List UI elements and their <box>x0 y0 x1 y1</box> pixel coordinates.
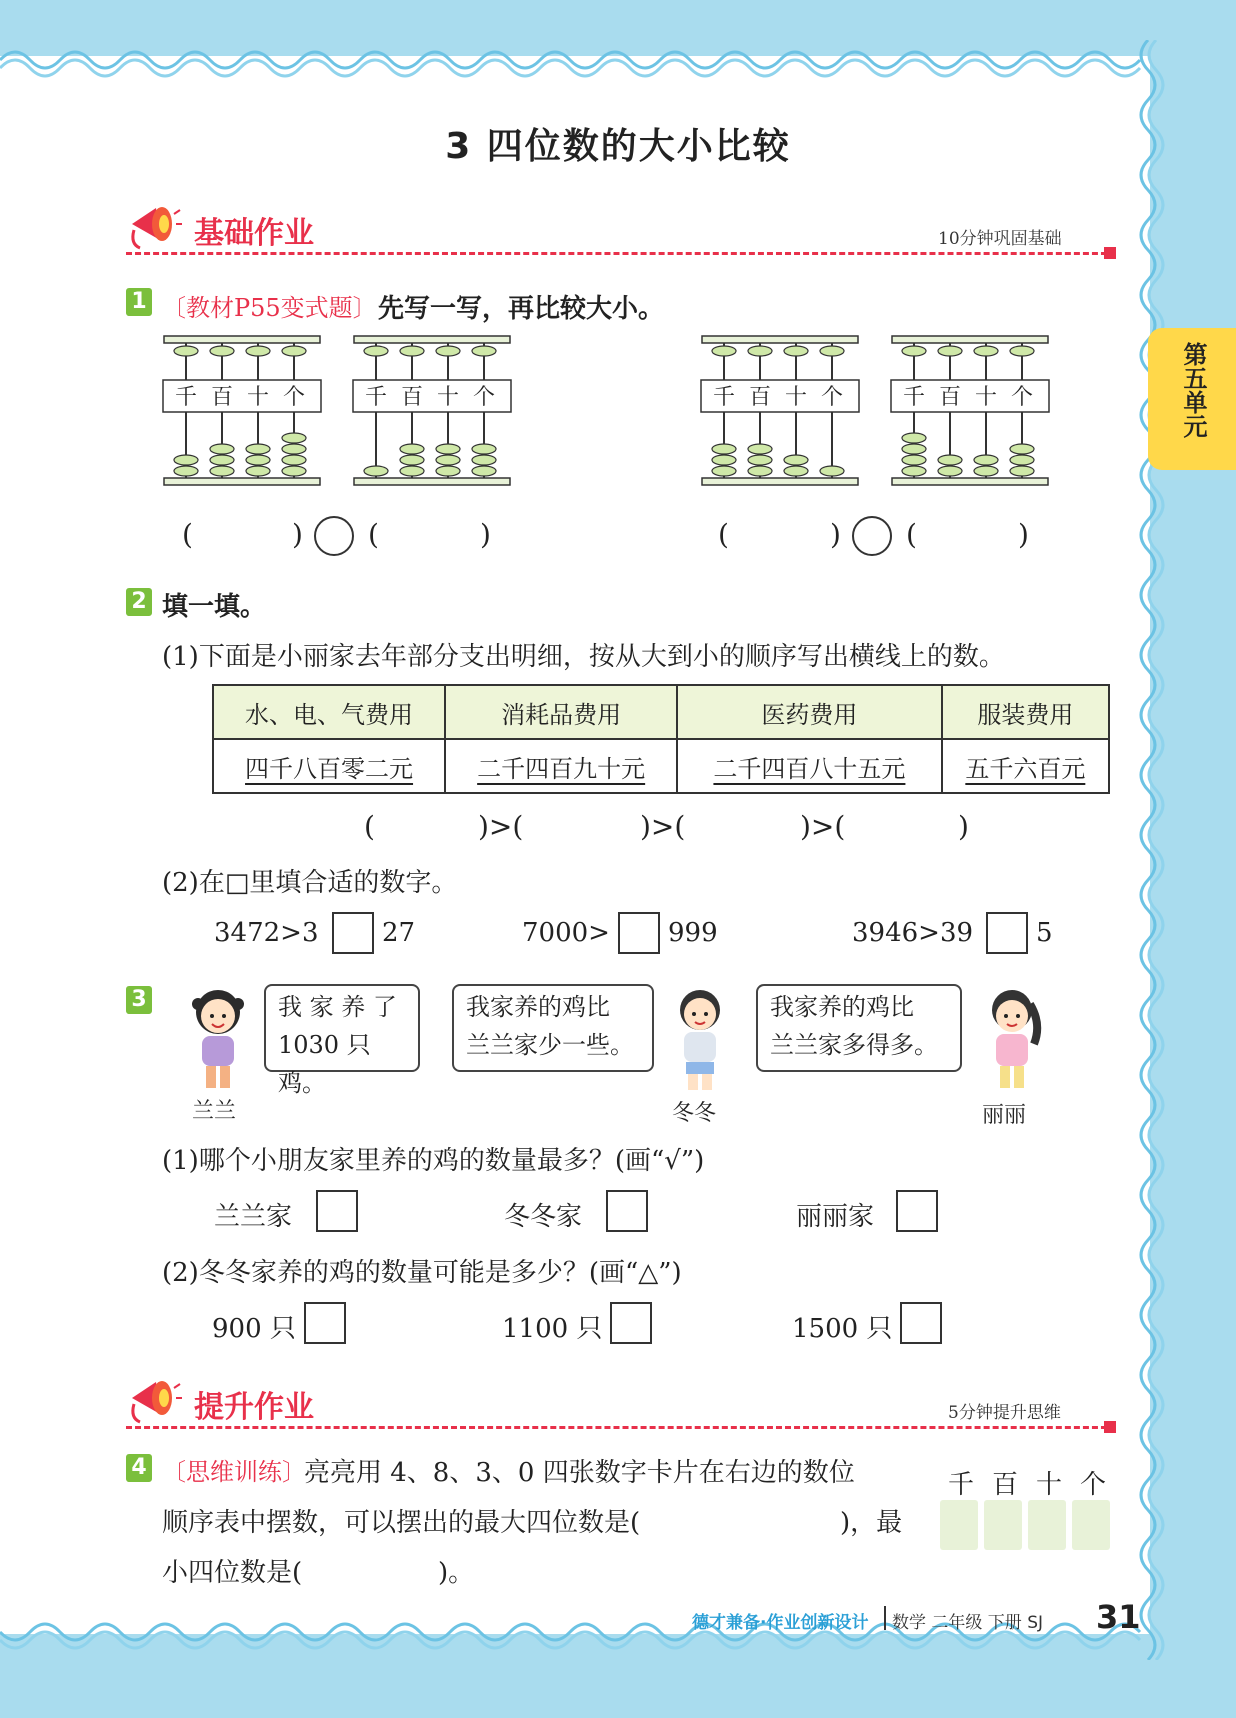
unit-tab-label: 第五单元 <box>1179 342 1207 438</box>
q1-paren-open-4: ( <box>906 518 917 551</box>
fill-right: 5 <box>1036 918 1053 948</box>
bubble-line: 1030 只鸡。 <box>278 1031 371 1097</box>
q4-line1: 亮亮用 4、8、3、0 四张数字卡片在右边的数位 <box>304 1458 855 1488</box>
question-number-2: 2 <box>126 588 152 616</box>
abacus <box>162 334 322 490</box>
check-box[interactable] <box>896 1190 938 1232</box>
q1-paren-open-1: ( <box>182 518 193 551</box>
footer-brand: 德才兼备·作业创新设计 <box>692 1613 869 1633</box>
q3-option: 1100 只 <box>502 1314 603 1344</box>
q1-text: 先写一写，再比较大小。 <box>378 294 665 324</box>
kid-name: 丽丽 <box>982 1103 1027 1128</box>
q2-part1: (1)下面是小丽家去年部分支出明细，按从大到小的顺序写出横线上的数。 <box>162 642 1005 672</box>
abacus-place-label: 十 <box>246 385 270 410</box>
fill-box[interactable] <box>618 912 660 954</box>
fill-box[interactable] <box>986 912 1028 954</box>
q3-part2: (2)冬冬家养的鸡的数量可能是多少？(画“△”) <box>162 1258 682 1288</box>
expense-table-row <box>213 739 1109 793</box>
q1-paren-close-2: ) <box>480 518 491 551</box>
question-number-4: 4 <box>126 1454 152 1482</box>
fill-right: 27 <box>382 918 416 948</box>
abacus-place-label: 个 <box>1010 385 1034 410</box>
place-cell[interactable] <box>984 1500 1022 1550</box>
abacus-place-label: 百 <box>748 385 772 410</box>
abacus-place-label: 百 <box>210 385 234 410</box>
order-paren: ) <box>958 810 969 843</box>
abacus-place-label: 百 <box>400 385 424 410</box>
abacus-place-label: 百 <box>938 385 962 410</box>
megaphone-icon <box>126 200 182 252</box>
abacus-place-label: 十 <box>784 385 808 410</box>
page-title: 3 四位数的大小比较 <box>445 126 791 167</box>
q3-option: 兰兰家 <box>214 1202 293 1232</box>
speech-bubble-dongdong <box>452 984 654 1072</box>
bubble-line: 兰兰家少一些。 <box>466 1031 634 1059</box>
abacus-place-label: 个 <box>282 385 306 410</box>
expense-value: 二千四百八十五元 <box>713 754 906 783</box>
section-advanced-divider <box>126 1426 1116 1429</box>
order-paren: ( <box>364 810 375 843</box>
check-box[interactable] <box>606 1190 648 1232</box>
place-label: 百 <box>992 1470 1019 1500</box>
q1-paren-close-1: ) <box>292 518 303 551</box>
section-basic-divider <box>126 252 1116 255</box>
place-cell[interactable] <box>1072 1500 1110 1550</box>
section-basic-title: 基础作业 <box>194 216 314 251</box>
triangle-box[interactable] <box>304 1302 346 1344</box>
q1-paren-open-3: ( <box>718 518 729 551</box>
q3-part1: (1)哪个小朋友家里养的鸡的数量最多？(画“√”) <box>162 1146 705 1176</box>
place-cell[interactable] <box>1028 1500 1066 1550</box>
divider-end-marker <box>1104 247 1116 259</box>
section-basic-subtitle: 10分钟巩固基础 <box>938 229 1062 249</box>
speech-bubble-lanlan <box>264 984 420 1097</box>
abacus-place-label: 千 <box>174 385 198 410</box>
section-advanced-subtitle: 5分钟提升思维 <box>948 1403 1061 1423</box>
q4-tag: 〔思维训练〕 <box>162 1458 306 1486</box>
place-label: 千 <box>948 1470 975 1500</box>
q1-compare-circle-2[interactable] <box>852 516 892 556</box>
abacus-place-label: 个 <box>820 385 844 410</box>
q1-paren-close-4: ) <box>1018 518 1029 551</box>
place-label: 个 <box>1080 1470 1107 1500</box>
q4-line3b: )。 <box>438 1558 475 1588</box>
q1-compare-circle-1[interactable] <box>314 516 354 556</box>
bubble-line: 我家养的鸡比 <box>770 993 914 1021</box>
place-cell[interactable] <box>940 1500 978 1550</box>
q4-line2a: 顺序表中摆数，可以摆出的最大四位数是( <box>162 1508 641 1538</box>
page-number: 31 <box>1096 1598 1141 1636</box>
abacus <box>890 334 1050 490</box>
q1-paren-close-3: ) <box>830 518 841 551</box>
q1-tag: 〔教材P55变式题〕 <box>162 294 377 322</box>
abacus-place-label: 十 <box>974 385 998 410</box>
abacus-place-label: 千 <box>364 385 388 410</box>
expense-header-cell: 水、电、气费用 <box>213 685 445 739</box>
abacus <box>352 334 512 490</box>
abacus-place-label: 个 <box>472 385 496 410</box>
megaphone-icon <box>126 1374 182 1426</box>
check-box[interactable] <box>316 1190 358 1232</box>
abacus <box>700 334 860 490</box>
q2-text: 填一填。 <box>162 592 267 622</box>
q4-line2b: )，最 <box>840 1508 903 1538</box>
q2-part2: (2)在□里填合适的数字。 <box>162 868 458 898</box>
question-number-1: 1 <box>126 288 152 316</box>
fill-left: 3472>3 <box>214 918 319 948</box>
bubble-line: 我 家 养 了 <box>278 993 397 1021</box>
kid-name: 兰兰 <box>192 1099 237 1124</box>
order-gt: )>( <box>478 810 524 843</box>
expense-header-cell: 医药费用 <box>677 685 941 739</box>
place-label: 十 <box>1036 1470 1063 1500</box>
fill-left: 7000> <box>522 918 610 948</box>
footer-info: 数学 二年级 下册 SJ <box>892 1613 1044 1633</box>
expense-header-cell: 消耗品费用 <box>445 685 677 739</box>
girl-lili-icon <box>976 984 1048 1096</box>
wave-border-top <box>0 40 1160 80</box>
abacus-place-label: 千 <box>902 385 926 410</box>
section-advanced-title: 提升作业 <box>194 1390 314 1425</box>
bubble-line: 兰兰家多得多。 <box>770 1031 938 1059</box>
q3-option: 冬冬家 <box>504 1202 583 1232</box>
speech-bubble-lili <box>756 984 962 1072</box>
abacus-place-label: 十 <box>436 385 460 410</box>
expense-value: 四千八百零二元 <box>245 754 414 783</box>
expense-header-cell: 服装费用 <box>942 685 1109 739</box>
expense-table <box>212 684 1110 794</box>
order-gt: )>( <box>800 810 846 843</box>
q3-option: 900 只 <box>212 1314 296 1344</box>
q1-paren-open-2: ( <box>368 518 379 551</box>
boy-dongdong-icon <box>664 982 736 1094</box>
q3-option: 1500 只 <box>792 1314 893 1344</box>
q4-line3a: 小四位数是( <box>162 1558 303 1588</box>
q3-option: 丽丽家 <box>796 1202 875 1232</box>
fill-box[interactable] <box>332 912 374 954</box>
wave-border-right <box>1130 40 1170 1660</box>
expense-value: 五千六百元 <box>965 754 1086 783</box>
divider-end-marker <box>1104 1421 1116 1433</box>
girl-lanlan-icon <box>182 984 254 1096</box>
fill-right: 999 <box>668 918 718 948</box>
fill-left: 3946>39 <box>852 918 974 948</box>
question-number-3: 3 <box>126 986 152 1014</box>
expense-table-header <box>213 685 1109 739</box>
expense-value: 二千四百九十元 <box>477 754 646 783</box>
order-gt: )>( <box>640 810 686 843</box>
kid-name: 冬冬 <box>672 1101 717 1126</box>
triangle-box[interactable] <box>610 1302 652 1344</box>
triangle-box[interactable] <box>900 1302 942 1344</box>
bubble-line: 我家养的鸡比 <box>466 993 610 1021</box>
footer-divider <box>884 1606 886 1630</box>
abacus-place-label: 千 <box>712 385 736 410</box>
